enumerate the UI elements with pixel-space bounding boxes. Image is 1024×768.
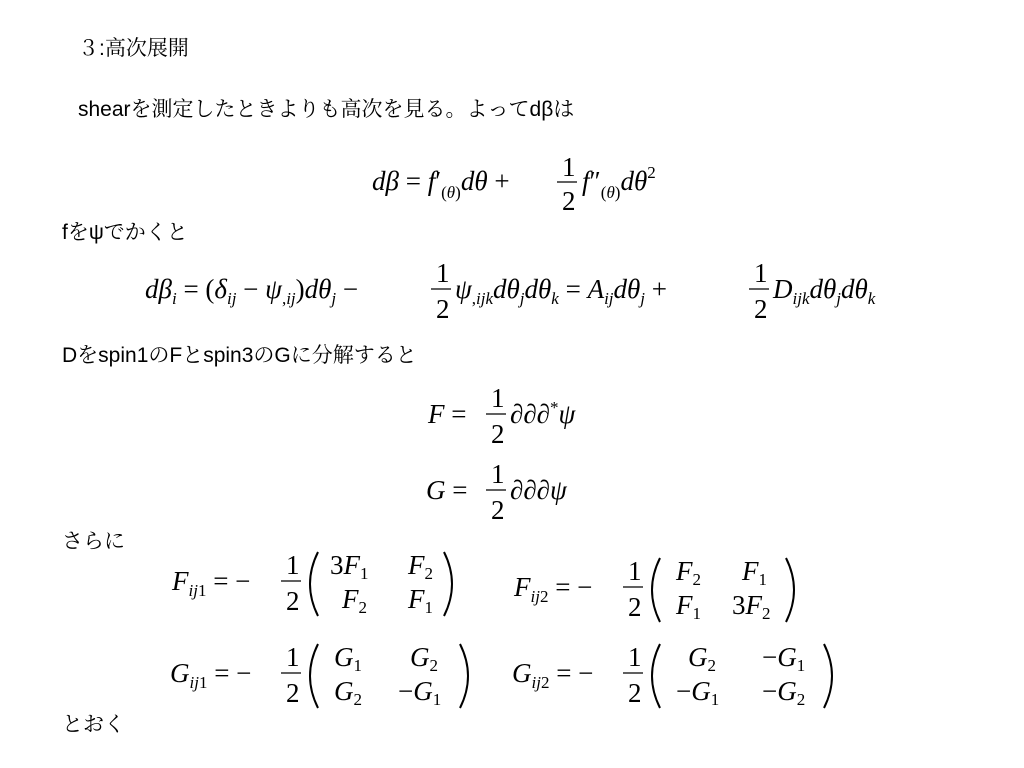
equation-Gij1 [170, 636, 490, 716]
svg-text:G2: G2 [688, 642, 716, 675]
svg-text:−G2: −G2 [762, 676, 806, 709]
svg-text:Dijkdθjdθk: $D_{ijk}d\theta_jd\theta_k$ [773, 274, 876, 308]
svg-text:ψ,ijkdθjdθk = Aijdθj +: $\psi_{,ijk}d\theta_jd\theta_k = A_{ij}d\theta_j$ + [455, 274, 668, 308]
svg-text:dβ = f′(θ)dθ +: $d\beta = f'_{(\theta)}d\theta$ + [372, 166, 510, 202]
svg-text:1: 1 [754, 258, 768, 288]
svg-text:F1: F1 [742, 556, 767, 589]
svg-text:F2: F2 [342, 584, 367, 617]
svg-text:f″(θ)dθ2: $f''_{(\theta)}d\theta^2$ [582, 163, 656, 202]
svg-text:1: 1 [286, 550, 300, 580]
closing-text: とおく [62, 713, 125, 736]
svg-text:1: 1 [491, 383, 505, 413]
svg-text:−G1: −G1 [762, 642, 806, 675]
svg-text:Gij1 = −: $G_{ij1}$ = − [170, 658, 252, 692]
svg-text:1: 1 [286, 642, 300, 672]
equation-dbeta-i [145, 256, 910, 324]
text-after-eq1: fをψでかくと [62, 221, 188, 244]
equation-Gij2 [512, 636, 852, 716]
svg-text:G =: G = [426, 475, 468, 505]
svg-text:1: 1 [562, 152, 576, 182]
svg-text:2: 2 [286, 586, 300, 616]
equation-F [428, 383, 598, 449]
svg-text:∂∂∂ψ: ∂∂∂ψ [510, 475, 567, 505]
svg-text:F2: F2 [408, 550, 433, 583]
equation-dbeta [372, 148, 672, 216]
svg-text:2: 2 [491, 495, 505, 525]
svg-text:2: 2 [628, 592, 642, 622]
svg-text:−G1: −G1 [398, 676, 442, 709]
svg-text:2: 2 [754, 294, 768, 324]
svg-text:1: 1 [436, 258, 450, 288]
svg-text:F1: F1 [676, 590, 701, 623]
svg-text:dβi = (δij − ψ,ij)dθj −: $d\beta_i = (\delta_{ij} - \psi_{,ij})d\theta_j$ − [145, 274, 359, 308]
equation-Fij2 [514, 552, 814, 628]
svg-text:F =: F = [428, 399, 467, 429]
svg-text:Gij2 = −: $G_{ij2}$ = − [512, 658, 594, 692]
svg-text:F2: F2 [676, 556, 701, 589]
svg-text:2: 2 [436, 294, 450, 324]
svg-text:−G1: −G1 [676, 676, 720, 709]
svg-text:1: 1 [628, 642, 642, 672]
text-after-eq2: Dをspin1のFとspin3のGに分解すると [62, 344, 417, 367]
slide-title: ３:高次展開 [78, 37, 189, 60]
svg-text:2: 2 [628, 678, 642, 708]
svg-text:Fij1 = −: $F_{ij1}$ = − [172, 566, 251, 600]
svg-text:2: 2 [562, 186, 576, 216]
equation-G [426, 459, 596, 525]
svg-text:1: 1 [628, 556, 642, 586]
svg-text:∂∂∂*ψ: ∂∂∂*ψ [510, 398, 576, 429]
intro-text: shearを測定したときよりも高次を見る。よってdβは [78, 98, 575, 121]
svg-text:3F2: 3F2 [732, 590, 771, 623]
svg-text:2: 2 [491, 419, 505, 449]
svg-text:G1: G1 [334, 642, 362, 675]
svg-text:G2: G2 [410, 642, 438, 675]
text-after-eq4: さらに [62, 530, 125, 553]
svg-text:3F1: 3F1 [330, 550, 369, 583]
svg-text:F1: F1 [408, 584, 433, 617]
svg-text:Fij2 = −: $F_{ij2}$ = − [514, 572, 593, 606]
equation-Fij1 [172, 546, 472, 622]
svg-text:2: 2 [286, 678, 300, 708]
svg-text:G2: G2 [334, 676, 362, 709]
svg-text:1: 1 [491, 459, 505, 489]
